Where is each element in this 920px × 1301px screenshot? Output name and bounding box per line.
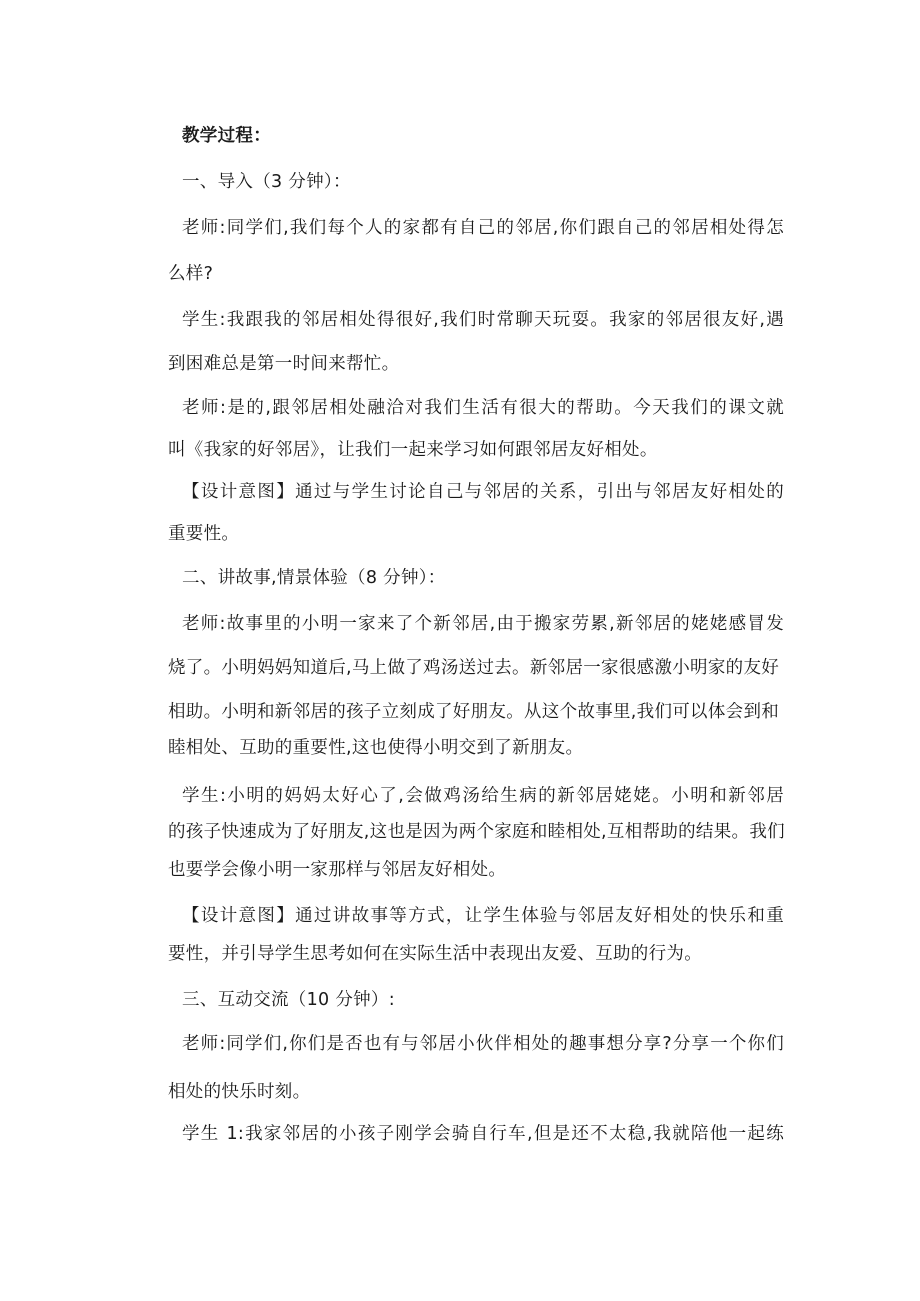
paragraph-line: 老师:同学们,你们是否也有与邻居小伙伴相处的趣事想分享?分享一个你们 bbox=[182, 1034, 784, 1054]
design-intent-line: 重要性。 bbox=[168, 524, 240, 544]
paragraph-line: 睦相处、互助的重要性,这也使得小明交到了新朋友。 bbox=[168, 738, 584, 758]
paragraph-line: 相助。小明和新邻居的孩子立刻成了好朋友。从这个故事里,我们可以体会到和 bbox=[168, 702, 780, 722]
design-intent-line: 【设计意图】通过讲故事等方式，让学生体验与邻居友好相处的快乐和重 bbox=[182, 906, 784, 926]
paragraph-line: 老师:是的,跟邻居相处融洽对我们生活有很大的帮助。今天我们的课文就 bbox=[182, 398, 784, 418]
section-heading-3: 三、互动交流（10 分钟）: bbox=[182, 990, 395, 1010]
paragraph-line: 么样? bbox=[168, 264, 214, 284]
page-title: 教学过程： bbox=[182, 126, 271, 146]
paragraph-line: 的孩子快速成为了好朋友,这也是因为两个家庭和睦相处,互相帮助的结果。我们 bbox=[168, 822, 785, 842]
design-intent-line: 要性，并引导学生思考如何在实际生活中表现出友爱、互助的行为。 bbox=[168, 944, 702, 964]
paragraph-line: 烧了。小明妈妈知道后,马上做了鸡汤送过去。新邻居一家很感激小明家的友好 bbox=[168, 658, 780, 678]
paragraph-line: 也要学会像小明一家那样与邻居友好相处。 bbox=[168, 860, 507, 880]
paragraph-line: 学生:我跟我的邻居相处得很好,我们时常聊天玩耍。我家的邻居很友好,遇 bbox=[182, 310, 784, 330]
paragraph-line: 学生 1:我家邻居的小孩子刚学会骑自行车,但是还不太稳,我就陪他一起练 bbox=[182, 1124, 784, 1144]
paragraph-line: 相处的快乐时刻。 bbox=[168, 1082, 311, 1102]
paragraph-line: 老师:同学们,我们每个人的家都有自己的邻居,你们跟自己的邻居相处得怎 bbox=[182, 218, 784, 238]
section-heading-1: 一、导入（3 分钟）： bbox=[182, 172, 351, 192]
paragraph-line: 叫《我家的好邻居》，让我们一起来学习如何跟邻居友好相处。 bbox=[168, 440, 658, 460]
section-heading-2: 二、讲故事,情景体验（8 分钟）： bbox=[182, 568, 446, 588]
design-intent-line: 【设计意图】通过与学生讨论自己与邻居的关系，引出与邻居友好相处的 bbox=[182, 482, 784, 502]
paragraph-line: 老师:故事里的小明一家来了个新邻居,由于搬家劳累,新邻居的姥姥感冒发 bbox=[182, 614, 784, 634]
paragraph-line: 到困难总是第一时间来帮忙。 bbox=[168, 354, 400, 374]
paragraph-line: 学生:小明的妈妈太好心了,会做鸡汤给生病的新邻居姥姥。小明和新邻居 bbox=[182, 786, 784, 806]
